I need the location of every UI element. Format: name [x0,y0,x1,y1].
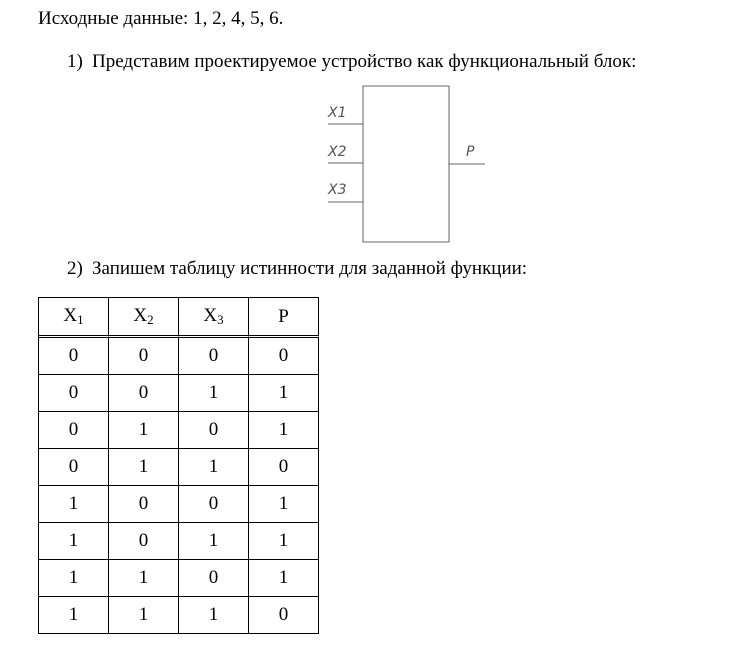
cell-x1: 0 [39,338,109,375]
table-row [39,412,319,449]
cell-x2: 0 [109,486,179,523]
truth-table-header-row [39,298,319,338]
truth-table [38,297,319,634]
header-x3: $X_3$ [179,298,249,338]
cell-p: 0 [249,338,319,375]
step-2-text: Запишем таблицу истинности для заданной функции: [92,258,528,279]
input-label-x1: X1 [328,105,347,121]
cell-x2: 0 [109,375,179,412]
cell-p: 0 [249,449,319,486]
step-1-text: Представим проектируемое устройство как функциональный блок: [92,51,637,72]
cell-x2: 1 [109,449,179,486]
cell-p: 1 [249,523,319,560]
header-p: P [249,298,319,338]
cell-x1: 1 [39,523,109,560]
cell-x1: 1 [39,560,109,597]
header-x2: $X_2$ [109,298,179,338]
table-row [39,338,319,375]
step-2 [67,258,527,280]
cell-x3: 0 [179,560,249,597]
step-2-number: 2) [67,258,83,279]
table-row [39,486,319,523]
input-label-x3: X3 [328,182,347,198]
cell-p: 1 [249,375,319,412]
cell-x1: 1 [39,486,109,523]
table-row [39,523,319,560]
cell-x2: 1 [109,597,179,634]
cell-x1: 0 [39,412,109,449]
cell-x1: 0 [39,375,109,412]
header-x1: $X_1$ [39,298,109,338]
step-1 [67,51,636,73]
cell-p: 1 [249,486,319,523]
cell-x2: 0 [109,523,179,560]
cell-x3: 0 [179,338,249,375]
cell-x2: 1 [109,412,179,449]
block-box [363,86,449,242]
table-row [39,560,319,597]
step-1-number: 1) [67,51,83,72]
cell-x3: 1 [179,375,249,412]
cell-x2: 0 [109,338,179,375]
cell-x3: 0 [179,412,249,449]
cell-p: 0 [249,597,319,634]
table-row [39,449,319,486]
input-label-x2: X2 [328,144,347,160]
cell-p: 1 [249,412,319,449]
source-data-line: Исходные данные: 1, 2, 4, 5, 6. [38,8,284,29]
cell-x3: 1 [179,449,249,486]
table-row [39,375,319,412]
table-row [39,597,319,634]
functional-block-diagram [320,80,500,250]
cell-x3: 0 [179,486,249,523]
cell-x3: 1 [179,597,249,634]
cell-x1: 0 [39,449,109,486]
cell-x3: 1 [179,523,249,560]
output-label-p: P [466,144,475,160]
cell-x1: 1 [39,597,109,634]
cell-x2: 1 [109,560,179,597]
cell-p: 1 [249,560,319,597]
